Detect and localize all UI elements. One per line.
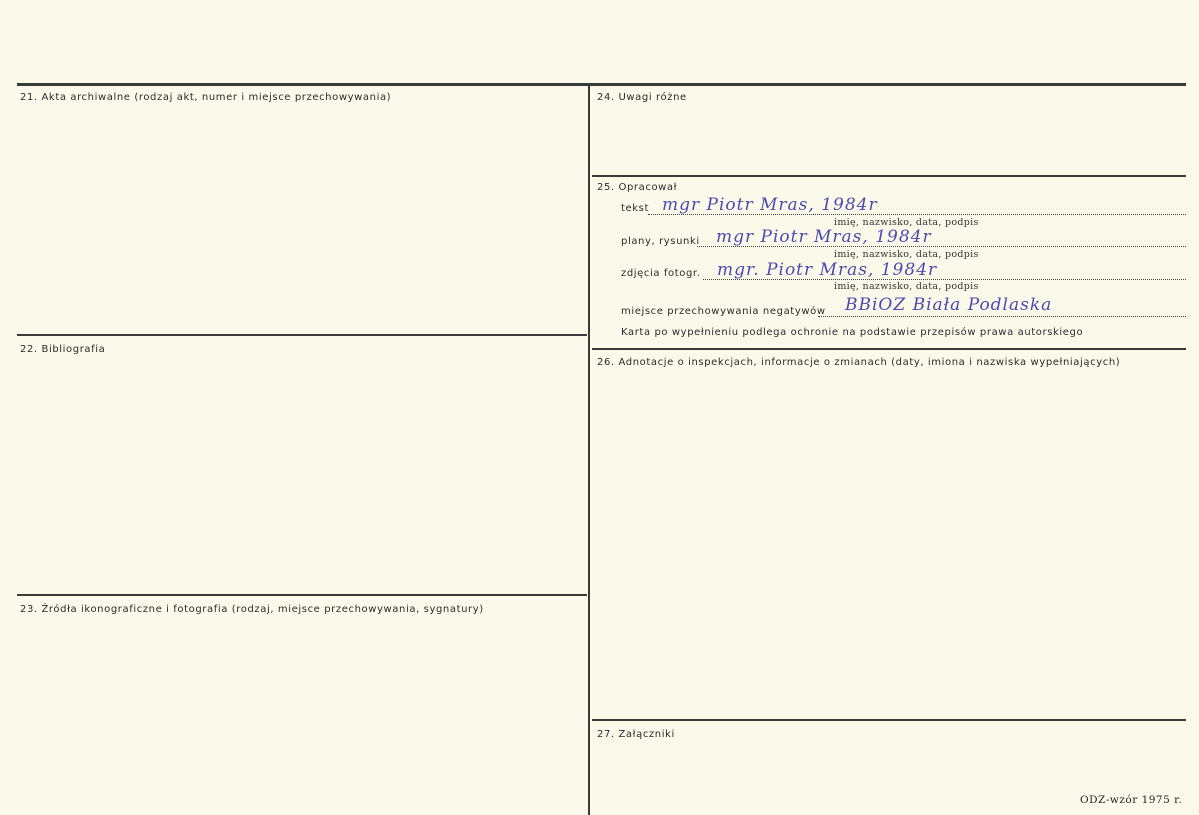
rule-left-23 (17, 594, 587, 596)
plans-author-label: plany, rysunki (621, 236, 700, 247)
negatives-location-label: miejsce przechowywania negatywów (621, 306, 826, 317)
copyright-notice: Karta po wypełnieniu podlega ochronie na podstawie przepisów prawa autorskiego (621, 327, 1084, 338)
plans-author-signature: mgr Piotr Mras, 1984r (716, 227, 932, 247)
section-22-title: 22. Bibliografia (20, 344, 106, 355)
top-rule (17, 83, 1186, 86)
rule-right-27 (592, 719, 1186, 721)
text-author-signature: mgr Piotr Mras, 1984r (662, 195, 878, 215)
section-23-title: 23. Źródła ikonograficzne i fotografia (rodzaj, miejsce przechowywania, sygnatury) (20, 604, 484, 615)
section-21-title: 21. Akta archiwalne (rodzaj akt, numer i miejsce przechowywania) (20, 92, 392, 103)
text-author-label: tekst (621, 203, 649, 214)
rule-right-26 (592, 348, 1186, 350)
section-25-title: 25. Opracował (597, 182, 678, 193)
rule-right-25 (592, 175, 1186, 177)
rule-left-22 (17, 334, 587, 336)
photos-author-label: zdjęcia fotogr. (621, 268, 701, 279)
section-27-title: 27. Załączniki (597, 729, 675, 740)
photos-author-caption: imię, nazwisko, data, podpis (834, 281, 979, 292)
section-26-title: 26. Adnotacje o inspekcjach, informacje o zmianach (daty, imiona i nazwiska wypełniających) (597, 357, 1121, 368)
photos-author-signature: mgr. Piotr Mras, 1984r (717, 260, 938, 280)
negatives-location-value: BBiOZ Biała Podlaska (845, 295, 1053, 315)
form-version: ODZ-wzór 1975 r. (1080, 794, 1183, 806)
section-24-title: 24. Uwagi różne (597, 92, 687, 103)
text-author-caption: imię, nazwisko, data, podpis (834, 217, 979, 228)
plans-author-caption: imię, nazwisko, data, podpis (834, 249, 979, 260)
negatives-location-line (818, 316, 1186, 317)
center-divider (588, 84, 590, 815)
